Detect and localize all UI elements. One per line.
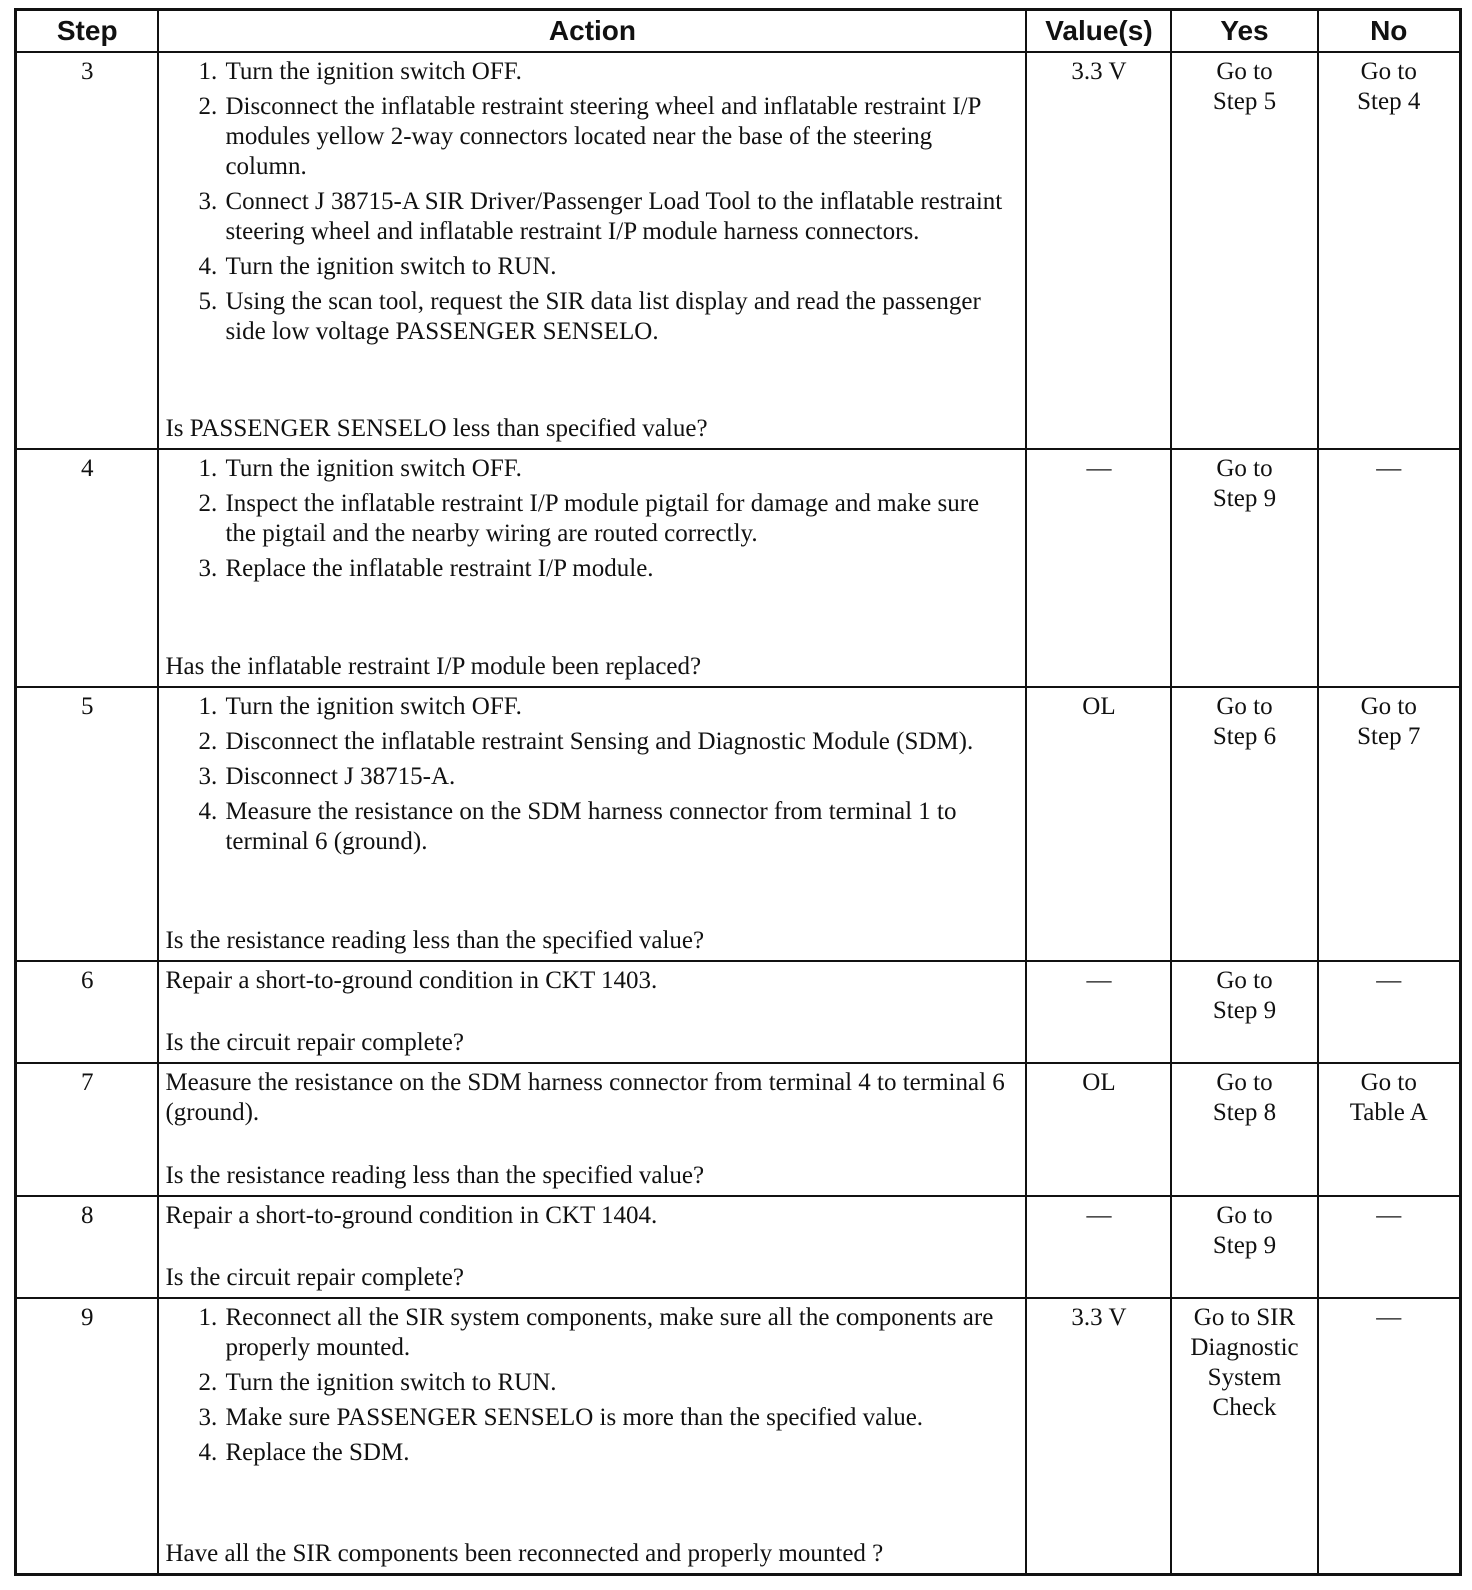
- yes-cell: Go to Step 9: [1171, 449, 1317, 687]
- yes-cell: Go to Step 6: [1171, 687, 1317, 961]
- table-row: [16, 1196, 1461, 1298]
- action-cell: [158, 687, 1026, 961]
- action-text: Repair a short-to-ground condition in CKT 1403.: [165, 967, 658, 994]
- no-cell: —: [1318, 1298, 1461, 1575]
- no-cell: —: [1318, 449, 1461, 687]
- action-list: [165, 692, 1007, 862]
- list-item: 1. Reconnect all the SIR system components, make sure all the components are properly mounted.: [223, 1303, 1007, 1363]
- header-no: No: [1318, 10, 1461, 53]
- list-item: 3. Connect J 38715-A SIR Driver/Passenger Load Tool to the inflatable restraint steering wheel and inflatable restraint I/P module harness connectors.: [223, 187, 1007, 247]
- question-text: Is PASSENGER SENSELO less than specified value?: [165, 415, 708, 442]
- header-action: Action: [158, 10, 1026, 53]
- value-cell: —: [1026, 1196, 1171, 1298]
- action-list: [165, 57, 1007, 352]
- question-text: Has the inflatable restraint I/P module been replaced?: [165, 653, 702, 680]
- header-row: [16, 10, 1461, 53]
- action-cell: [158, 1196, 1026, 1298]
- question-text: Have all the SIR components been reconnected and properly mounted ?: [165, 1540, 884, 1567]
- header-yes: Yes: [1171, 10, 1317, 53]
- list-item: 3. Disconnect J 38715-A.: [223, 762, 1007, 792]
- value-cell: OL: [1026, 687, 1171, 961]
- no-cell: Go to Step 4: [1318, 52, 1461, 449]
- table-row: [16, 1298, 1461, 1575]
- list-item: 1. Turn the ignition switch OFF.: [223, 692, 1007, 722]
- step-number: 9: [16, 1298, 159, 1575]
- action-cell: [158, 1298, 1026, 1575]
- list-item: 1. Turn the ignition switch OFF.: [223, 57, 1007, 87]
- yes-cell: Go to Step 8: [1171, 1063, 1317, 1196]
- diagnostic-table: [14, 8, 1462, 1576]
- list-item: 4. Replace the SDM.: [223, 1438, 1007, 1468]
- action-cell: [158, 1063, 1026, 1196]
- no-cell: Go to Table A: [1318, 1063, 1461, 1196]
- value-cell: 3.3 V: [1026, 52, 1171, 449]
- table-row: [16, 449, 1461, 687]
- value-cell: OL: [1026, 1063, 1171, 1196]
- action-cell: [158, 52, 1026, 449]
- yes-cell: Go to SIR Diagnostic System Check: [1171, 1298, 1317, 1575]
- action-text: Measure the resistance on the SDM harness connector from terminal 4 to terminal 6 (ground).: [165, 1069, 1005, 1126]
- step-number: 8: [16, 1196, 159, 1298]
- no-cell: —: [1318, 1196, 1461, 1298]
- action-list: [165, 1303, 1007, 1473]
- step-number: 4: [16, 449, 159, 687]
- step-number: 6: [16, 961, 159, 1063]
- list-item: 5. Using the scan tool, request the SIR data list display and read the passenger side low voltage PASSENGER SENSELO.: [223, 287, 1007, 347]
- list-item: 3. Make sure PASSENGER SENSELO is more than the specified value.: [223, 1403, 1007, 1433]
- list-item: 1. Turn the ignition switch OFF.: [223, 454, 1007, 484]
- step-number: 3: [16, 52, 159, 449]
- value-cell: —: [1026, 961, 1171, 1063]
- action-text: Repair a short-to-ground condition in CKT 1404.: [165, 1202, 658, 1229]
- table-row: [16, 52, 1461, 449]
- no-cell: —: [1318, 961, 1461, 1063]
- question-text: Is the circuit repair complete?: [165, 1264, 464, 1291]
- yes-cell: Go to Step 9: [1171, 1196, 1317, 1298]
- question-text: Is the resistance reading less than the specified value?: [165, 927, 705, 954]
- action-cell: [158, 961, 1026, 1063]
- value-cell: —: [1026, 449, 1171, 687]
- action-cell: [158, 449, 1026, 687]
- yes-cell: Go to Step 9: [1171, 961, 1317, 1063]
- table-row: [16, 687, 1461, 961]
- step-number: 5: [16, 687, 159, 961]
- list-item: 2. Disconnect the inflatable restraint Sensing and Diagnostic Module (SDM).: [223, 727, 1007, 757]
- list-item: 2. Disconnect the inflatable restraint steering wheel and inflatable restraint I/P modules yellow 2-way connectors located near the base of the steering column.: [223, 92, 1007, 182]
- table-row: [16, 1063, 1461, 1196]
- list-item: 3. Replace the inflatable restraint I/P module.: [223, 554, 1007, 584]
- list-item: 2. Turn the ignition switch to RUN.: [223, 1368, 1007, 1398]
- list-item: 4. Turn the ignition switch to RUN.: [223, 252, 1007, 282]
- table-row: [16, 961, 1461, 1063]
- no-cell: Go to Step 7: [1318, 687, 1461, 961]
- list-item: 4. Measure the resistance on the SDM harness connector from terminal 1 to terminal 6 (ground).: [223, 797, 1007, 857]
- question-text: Is the resistance reading less than the specified value?: [165, 1162, 705, 1189]
- yes-cell: Go to Step 5: [1171, 52, 1317, 449]
- list-item: 2. Inspect the inflatable restraint I/P module pigtail for damage and make sure the pigtail and the nearby wiring are routed correctly.: [223, 489, 1007, 549]
- value-cell: 3.3 V: [1026, 1298, 1171, 1575]
- question-text: Is the circuit repair complete?: [165, 1029, 464, 1056]
- step-number: 7: [16, 1063, 159, 1196]
- action-list: [165, 454, 1007, 589]
- header-values: Value(s): [1026, 10, 1171, 53]
- header-step: Step: [16, 10, 159, 53]
